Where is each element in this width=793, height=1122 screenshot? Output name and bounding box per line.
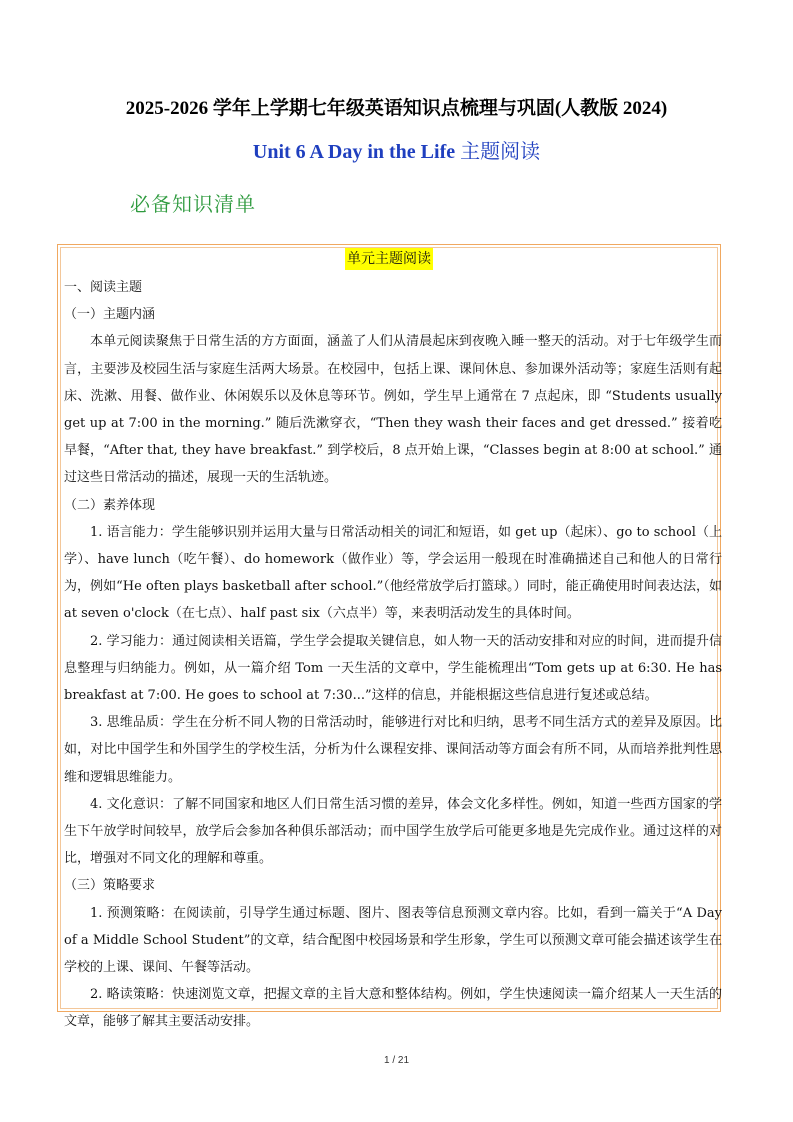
section-heading: 必备知识清单 [130,192,256,216]
heading-reading-theme: 一、阅读主题 [64,280,143,295]
document-title: 2025-2026 学年上学期七年级英语知识点梳理与巩固(人教版 2024) [125,98,668,119]
paragraph-skimming-strategy: 2. 略读策略：快速浏览文章，把握文章的主旨大意和整体结构。例如，学生快速阅读一篇介绍某人一天生活的文章，能够了解其主要活动安排。 [64,987,722,1030]
paragraph-language-ability: 1. 语言能力：学生能够识别并运用大量与日常活动相关的词汇和短语，如 get up（起床）、go to school（上学）、have lunch（吃午餐）、do homework（做作业）等，学会运用一般现在时准确描述自己和他人的日常行为，例如“He often plays basketball after school.”（他经常放学后打篮球。）同时，能正确使用时间表达法，如 at seven o'clock（在七点）、half past six（六点半）等，来表明活动发生的具体时间。 [64,524,722,622]
page-number: 1 / 21 [383,1055,410,1066]
subheading-strategies: （三）策略要求 [64,878,156,894]
box-content [64,274,722,1036]
paragraph-learning-ability: 2. 学习能力：通过阅读相关语篇，学生学会提取关键信息，如人物一天的活动安排和对应的时间，进而提升信息整理与归纳能力。例如，从一篇介绍 Tom 一天生活的文章中，学生能梳理出“Tom gets up at 6:30. He has breakfast at 7:00. He goes to school at 7:30...”这样的信息，并能根据这些信息进行复述或总结。 [64,633,722,704]
paragraph-cultural-awareness: 4. 文化意识：了解不同国家和地区人们日常生活习惯的差异，体会文化多样性。例如，知道一些西方国家的学生下午放学时间较早，放学后会参加各种俱乐部活动；而中国学生放学后可能更多地是先完成作业。通过这样的对比，增强对不同文化的理解和尊重。 [64,796,722,867]
paragraph-theme-meaning: 本单元阅读聚焦于日常生活的方方面面，涵盖了人们从清晨起床到夜晚入睡一整天的活动。对于七年级学生而言，主要涉及校园生活与家庭生活两大场景。在校园中，包括上课、课间休息、参加课外活动等；家庭生活则有起床、洗漱、用餐、做作业、休闲娱乐以及休息等环节。例如，学生早上通常在 7 点起床，即 “Students usually get up at 7:00 in the morning.” 随后洗漱穿衣，“Then they wash their faces and get dressed.” 接着吃早餐，“After that, they have breakfast.” 到学校后，8 点开始上课，“Classes begin at 8:00 at school.” 通过这些日常活动的描述，展现一天的生活轨迹。 [64,334,722,486]
content-box [57,244,722,1030]
subheading-theme-meaning: （一）主题内涵 [64,307,156,323]
box-title-highlight: 单元主题阅读 [345,248,433,270]
box-title [58,248,720,270]
paragraph-prediction-strategy: 1. 预测策略：在阅读前，引导学生通过标题、图片、图表等信息预测文章内容。比如，看到一篇关于“A Day of a Middle School Student”的文章，结合配图中校园场景和学生形象，学生可以预测文章可能会描述该学生在学校的上课、课间、午餐等活动。 [64,905,722,976]
paragraph-thinking-quality: 3. 思维品质：学生在分析不同人物的日常活动时，能够进行对比和归纳，思考不同生活方式的差异及原因。比如，对比中国学生和外国学生的学校生活，分析为什么课程安排、课间活动等方面会有所不同，从而培养批判性思维和逻辑思维能力。 [64,715,722,785]
unit-subtitle-english: Unit 6 A Day in the Life [252,141,456,163]
subheading-competencies: （二）素养体现 [64,497,156,513]
unit-subtitle [0,138,793,166]
unit-subtitle-chinese: 主题阅读 [460,141,541,163]
